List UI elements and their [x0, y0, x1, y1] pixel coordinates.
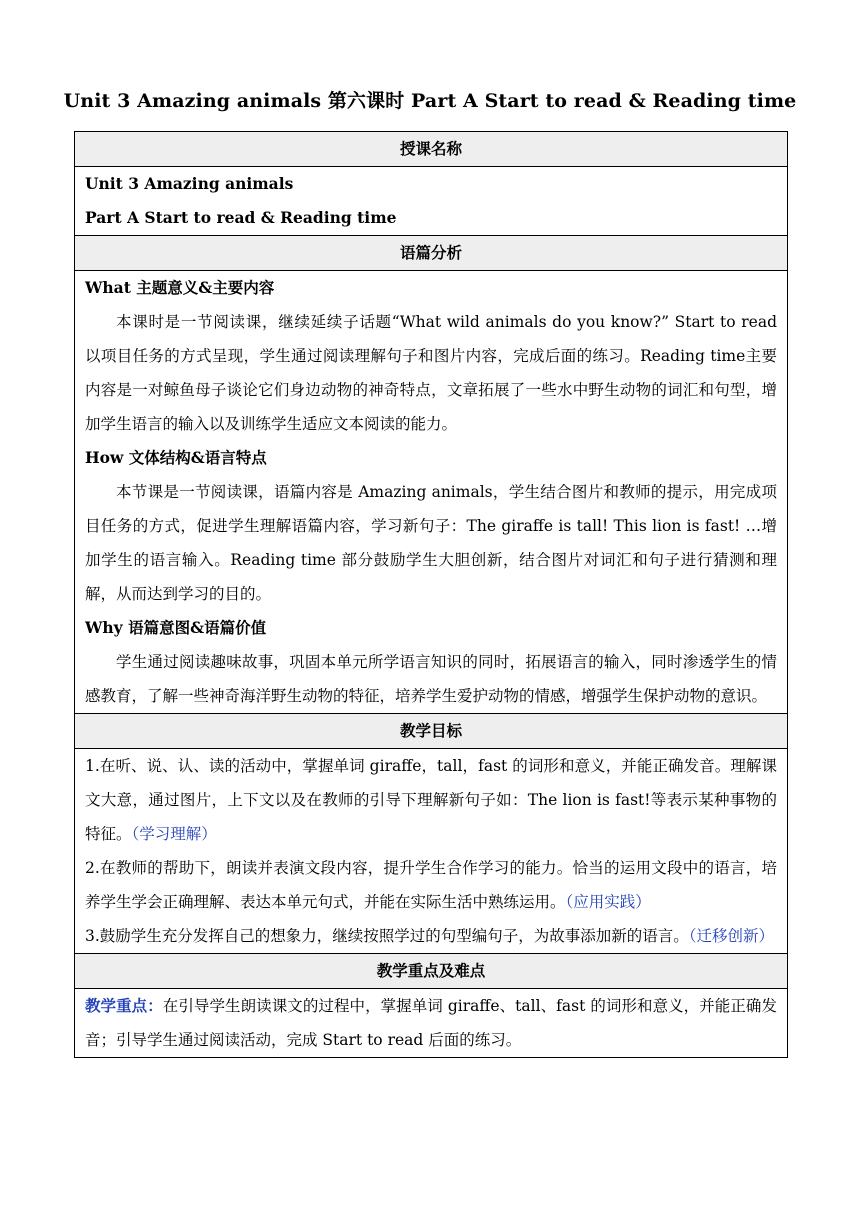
objective-item	[85, 919, 777, 953]
objectives-header: 教学目标	[75, 714, 788, 749]
page-title: Unit 3 Amazing animals 第六课时 Part A Start to read & Reading time	[63, 90, 797, 112]
objective-text: 3.鼓励学生充分发挥自己的想象力，继续按照学过的句型编句子，为故事添加新的语言。	[85, 927, 689, 945]
lesson-plan-table	[74, 131, 788, 1058]
course-unit: Unit 3 Amazing animals	[85, 174, 294, 193]
how-heading: How 文体结构&语言特点	[85, 448, 267, 467]
objective-text: 2.在教师的帮助下，朗读并表演文段内容，提升学生合作学习的能力。恰当的运用文段中的语言，培养学生学会正确理解、表达本单元句式，并能在实际生活中熟练运用。	[85, 859, 777, 911]
objective-item	[85, 851, 777, 919]
course-part: Part A Start to read & Reading time	[85, 208, 397, 227]
why-text: 学生通过阅读趣味故事，巩固本单元所学语言知识的同时，拓展语言的输入，同时渗透学生的情感教育，了解一些神奇海洋野生动物的特征，培养学生爱护动物的情感，增强学生保护动物的意识。	[85, 653, 777, 705]
analysis-cell	[75, 271, 788, 714]
analysis-header: 语篇分析	[75, 236, 788, 271]
objective-tag: （迁移创新）	[688, 927, 775, 945]
why-heading: Why 语篇意图&语篇价值	[85, 618, 267, 637]
what-heading: What 主题意义&主要内容	[85, 278, 275, 297]
course-name-cell	[75, 167, 788, 236]
objective-text: 1.在听、说、认、读的活动中，掌握单词 giraffe，tall，fast 的词形和意义，并能正确发音。理解课文大意，通过图片，上下文以及在教师的引导下理解新句子如：The lion is fast!等表示某种事物的特征。	[85, 757, 777, 843]
how-text: 本节课是一节阅读课，语篇内容是 Amazing animals，学生结合图片和教师的提示，用完成项目任务的方式，促进学生理解语篇内容，学习新句子：The giraffe is tall! This lion is fast! …增加学生的语言输入。Reading time 部分鼓励学生大胆创新，结合图片对词汇和句子进行猜测和理解，从而达到学习的目的。	[85, 483, 777, 603]
key-points-cell	[75, 989, 788, 1058]
course-name-header: 授课名称	[75, 132, 788, 167]
key-points-paragraph	[85, 989, 777, 1057]
objectives-cell	[75, 749, 788, 954]
key-points-header: 教学重点及难点	[75, 954, 788, 989]
objective-item	[85, 749, 777, 851]
objective-tag: （学习理解）	[131, 825, 217, 843]
key-points-text: 在引导学生朗读课文的过程中，掌握单词 giraffe、tall、fast 的词形和意义，并能正确发音；引导学生通过阅读活动，完成 Start to read 后面的练习。	[85, 997, 777, 1049]
key-points-label: 教学重点：	[85, 996, 163, 1015]
objective-tag: （应用实践）	[565, 893, 651, 911]
what-text: 本课时是一节阅读课，继续延续子话题“What wild animals do you know?” Start to read 以项目任务的方式呈现，学生通过阅读理解句子和图片内容，完成后面的练习。Reading time主要内容是一对鲸鱼母子谈论它们身边动物的神奇特点，文章拓展了一些水中野生动物的词汇和句型，增加学生语言的输入以及训练学生适应文本阅读的能力。	[85, 313, 777, 433]
